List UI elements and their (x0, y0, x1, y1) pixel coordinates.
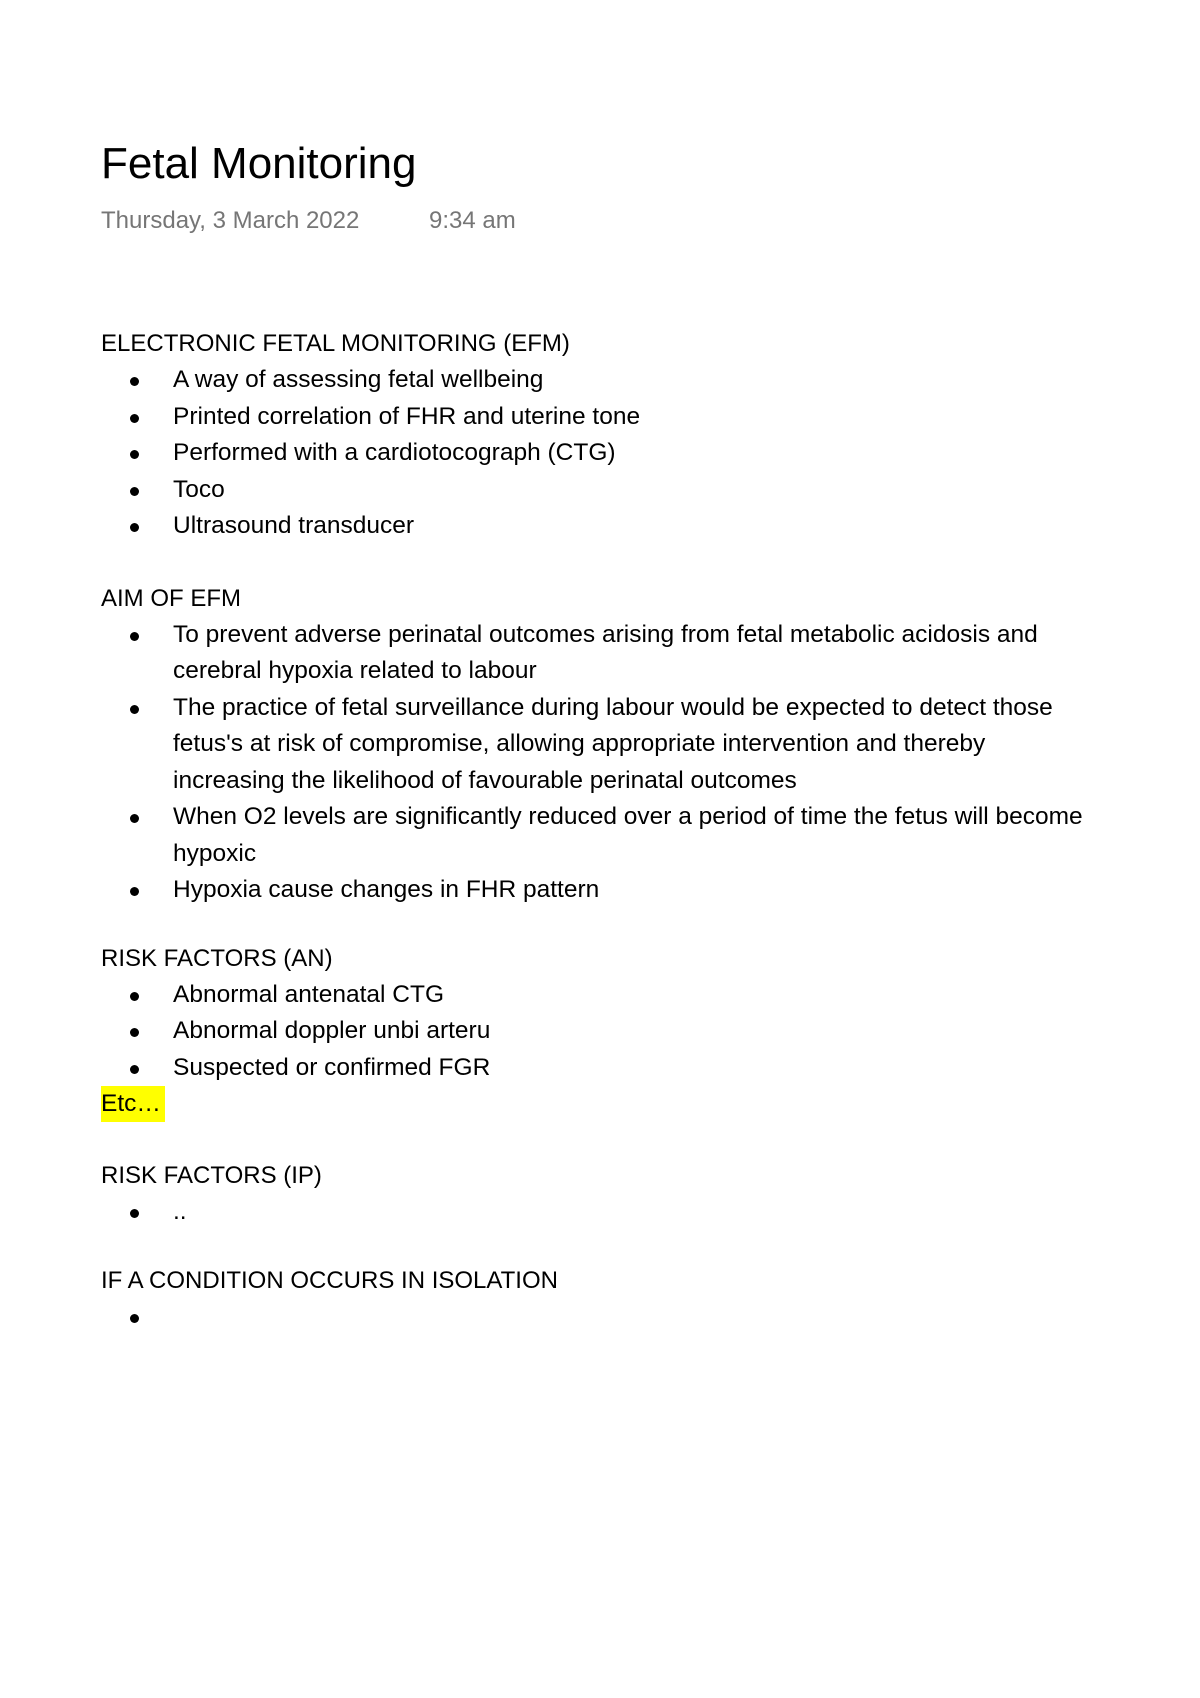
spacer (101, 909, 1101, 941)
list-item (101, 799, 1101, 872)
list-item-text: Abnormal doppler unbi arteru (173, 1017, 491, 1044)
spacer (101, 1231, 1101, 1263)
list-item-text: Ultrasound transducer (173, 512, 415, 539)
spacer (101, 1122, 1101, 1158)
section-heading: RISK FACTORS (IP) (101, 1162, 322, 1189)
list-item-text: Abnormal antenatal CTG (173, 980, 444, 1008)
bullet-icon (130, 814, 139, 823)
list-item (101, 399, 1101, 436)
list-item (101, 1299, 1101, 1336)
section-heading: RISK FACTORS (AN) (101, 944, 333, 972)
list-item (101, 472, 1101, 509)
highlighted-note: Etc… (101, 1086, 165, 1122)
list-item-text: The practice of fetal surveillance during labour would be expected to detect those fetus's at risk of compromise, allowing appropriate intervention and thereby increasing the likelihood of favourable perinatal outcomes (173, 693, 1053, 794)
bullet-icon (130, 1209, 139, 1218)
bullet-list (101, 362, 1101, 545)
list-item (101, 872, 1101, 909)
list-item (101, 617, 1101, 690)
list-item (101, 1194, 1101, 1231)
list-item (101, 508, 1101, 545)
section-heading: AIM OF EFM (101, 584, 241, 612)
bullet-icon (130, 377, 139, 386)
bullet-icon (130, 1065, 139, 1074)
bullet-icon (130, 632, 139, 641)
list-item-text: Suspected or confirmed FGR (173, 1053, 491, 1081)
list-item-text: A way of assessing fetal wellbeing (173, 366, 544, 393)
section-heading: IF A CONDITION OCCURS IN ISOLATION (101, 1266, 558, 1294)
list-item (101, 362, 1101, 399)
spacer (101, 545, 1101, 581)
bullet-icon (130, 523, 139, 532)
list-item (101, 1050, 1101, 1087)
bullet-icon (130, 992, 139, 1001)
list-item-text: Toco (173, 475, 225, 503)
note-time: 9:34 am (429, 207, 516, 234)
list-item-text: To prevent adverse perinatal outcomes arising from fetal metabolic acidosis and cerebral hypoxia related to labour (173, 620, 1038, 684)
note-meta (101, 205, 516, 237)
list-item (101, 977, 1101, 1014)
list-item (101, 690, 1101, 800)
bullet-list (101, 1194, 1101, 1231)
section-risk-an (101, 941, 1101, 1123)
bullet-list (101, 1299, 1101, 1336)
page-title: Fetal Monitoring (101, 139, 417, 188)
list-item-text: .. (173, 1198, 187, 1225)
section-heading: ELECTRONIC FETAL MONITORING (EFM) (101, 330, 570, 357)
bullet-icon (130, 487, 139, 496)
list-item-text: When O2 levels are significantly reduced over a period of time the fetus will become hypoxic (173, 803, 1083, 867)
bullet-icon (130, 1314, 139, 1323)
bullet-icon (130, 450, 139, 459)
note-date: Thursday, 3 March 2022 (101, 207, 360, 234)
list-item (101, 435, 1101, 472)
bullet-list (101, 977, 1101, 1087)
list-item-text: Printed correlation of FHR and uterine tone (173, 402, 641, 430)
bullet-icon (130, 414, 139, 423)
section-efm (101, 326, 1101, 545)
section-risk-ip (101, 1158, 1101, 1231)
bullet-icon (130, 1028, 139, 1037)
bullet-list (101, 617, 1101, 909)
list-item (101, 1013, 1101, 1050)
section-isolation (101, 1263, 1101, 1336)
bullet-icon (130, 887, 139, 896)
list-item-text: Hypoxia cause changes in FHR pattern (173, 876, 600, 903)
note-content (101, 326, 1101, 1335)
section-aim (101, 581, 1101, 909)
bullet-icon (130, 705, 139, 714)
list-item-text: Performed with a cardiotocograph (CTG) (173, 439, 616, 466)
